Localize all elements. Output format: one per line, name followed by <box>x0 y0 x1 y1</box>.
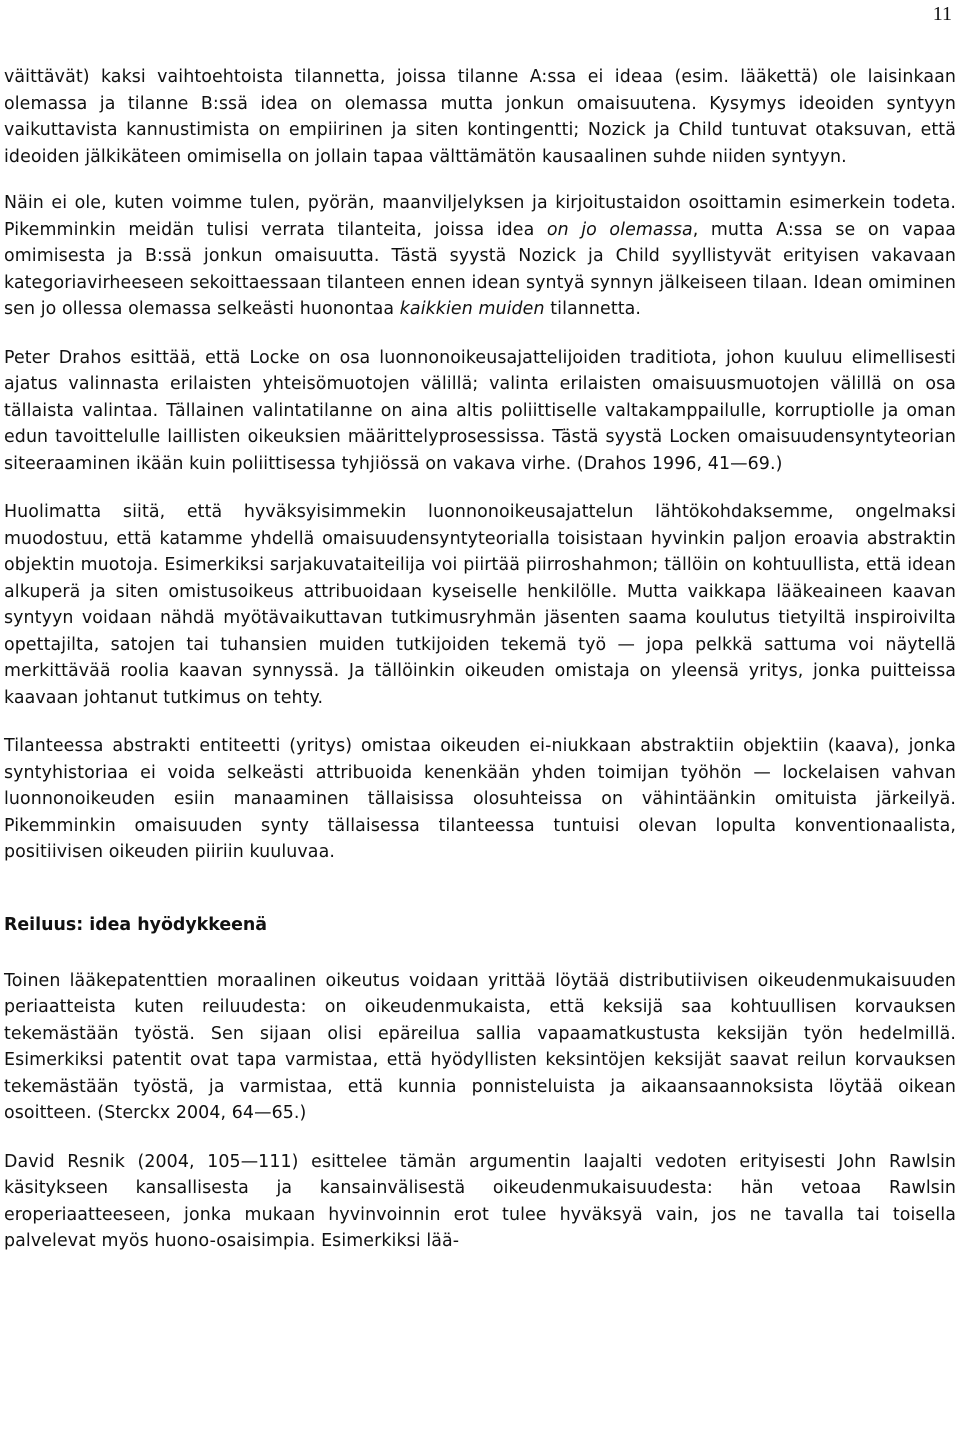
text-run: David Resnik (2004, 105—111) esittelee tämän argumentin laajalti vedoten erityisesti John Rawlsin käsitykseen kansallisesta ja kansainvälisestä oikeudenmukaisuudesta: hän vetoaa Rawlsin eroperiaatteeseen, jonka mukaan hyvinvoinnin erot tulee hyväksyä vain, jos ne tavalla tai toisella palvelevat myös huono-osaisimpia. Esimerkiksi lää- <box>4 1151 956 1251</box>
text-run: Toinen lääkepatenttien moraalinen oikeutus voidaan yrittää löytää distributiivisen oikeudenmukaisuuden periaatteista kuten reiluudesta: on oikeudenmukaista, että keksijä saa kohtuullisen korvauksen tekemästään työstä. Sen sijaan olisi epäreilua sallia vapaamatkustusta keksijän työn hedelmillä. Esimerkiksi patentit ovat tapa varmistaa, että hyödyllisten keksintöjen keksijät saavat reilun korvauksen tekemästään työstä, ja varmistaa, että kunnia ponnisteluista ja aikaansaannoksista löytää oikean osoitteen. (Sterckx 2004, 64—65.) <box>4 970 956 1123</box>
section-heading: Reiluus: idea hyödykkeenä <box>4 914 268 935</box>
paragraph <box>4 733 956 866</box>
italic-text: on jo olemassa <box>546 219 693 240</box>
paragraph <box>4 190 956 323</box>
text-run: Peter Drahos esittää, että Locke on osa luonnonoikeusajattelijoiden traditiota, johon kuuluu elimellisesti ajatus valinnasta erilaisten yhteisömuotojen välillä; valinta erilaisten omaisuusmuotojen välillä on osa tällaista valintaa. Tällainen valintatilanne on aina altis poliittiselle valtakamppailulle, korruptiolle ja oman edun tavoittelulle laillisten oikeuksien määrittelyprosessissa. Tästä syystä Locken omaisuudensyntyteorian siteeraaminen ikään kuin poliittisessa tyhjiössä on vakava virhe. (Drahos 1996, 41—69.) <box>4 347 956 474</box>
paragraph <box>4 1149 956 1255</box>
text-run: Huolimatta siitä, että hyväksyisimmekin luonnonoikeusajattelun lähtökohdaksemme, ongelmaksi muodostuu, että katamme yhdellä omaisuudensyntyteorialla toisistaan hyvinkin paljon eroavia abstraktin objektin muotoja. Esimerkiksi sarjakuvataiteilija voi piirtää piirroshahmon; tällöin on kohtuullista, että idean alkuperä ja siten omistusoikeus attribuoidaan kyseiselle henkilölle. Mutta vaikkapa lääkeaineen kaavan syntyyn voidaan nähdä myötävaikuttavan tutkimusryhmän jäsenten saama koulutus tietyiltä inspiroivilta opettajilta, satojen tai tuhansien muiden tutkijoiden tekemä työ — jopa pelkkä sattuma voi näytellä merkittävää roolia kaavan synnyssä. Ja tällöinkin oikeuden omistaja on yleensä yritys, jonka puitteissa kaavaan johtanut tutkimus on tehty. <box>4 502 956 708</box>
paragraph <box>4 64 956 170</box>
page-number: 11 <box>932 3 952 25</box>
text-run: , mutta A:ssa se on vapaa omimisesta ja B:ssä jonkun omaisuutta. Tästä syystä Nozick ja Child syyllistyvät erityisen vakavaan kategoriavirheeseen sekoittaessaan tilanteen ennen idean syntyä synnyn jälkeiseen tilaan. Idean omiminen sen jo ollessa olemassa selkeästi huonontaa <box>4 219 956 319</box>
paragraph <box>4 499 956 711</box>
italic-text: kaikkien muiden <box>399 299 545 319</box>
text-run: tilannetta. <box>544 299 642 319</box>
paragraph <box>4 345 956 478</box>
text-run: Tilanteessa abstrakti entiteetti (yritys) omistaa oikeuden ei-niukkaan abstraktiin objektiin (kaava), jonka syntyhistoriaa ei voida selkeästi attribuoida kenenkään yhden toimijan työhön — lockelaisen vahvan luonnonoikeuden esiin manaaminen tällaisissa olosuhteissa on vähintäänkin omituista järkeilyä. Pikemminkin omaisuuden synty tällaisessa tilanteessa tuntuisi olevan lopulta konventionaalista, positiivisen oikeuden piiriin kuuluvaa. <box>4 736 956 862</box>
text-run: Näin ei ole, kuten voimme tulen, pyörän, maanviljelyksen ja kirjoitustaidon osoittamin esimerkein todeta. Pikemminkin meidän tulisi verrata tilanteita, joissa idea <box>4 193 956 240</box>
text-run: väittävät) kaksi vaihtoehtoista tilannetta, joissa tilanne A:ssa ei ideaa (esim. lääkettä) ole laisinkaan olemassa ja tilanne B:ssä idea on olemassa mutta jonkun omaisuutena. Kysymys ideoiden syntyyn vaikuttavista kannustimista on empiirinen ja siten kontingentti; Nozick ja Child tuntuvat otaksuvan, että ideoiden jälkikäteen omimisella on jollain tapaa välttämätön kausaalinen suhde niiden syntyyn. <box>4 67 956 167</box>
paragraph <box>4 968 956 1127</box>
document-body <box>4 64 956 1277</box>
